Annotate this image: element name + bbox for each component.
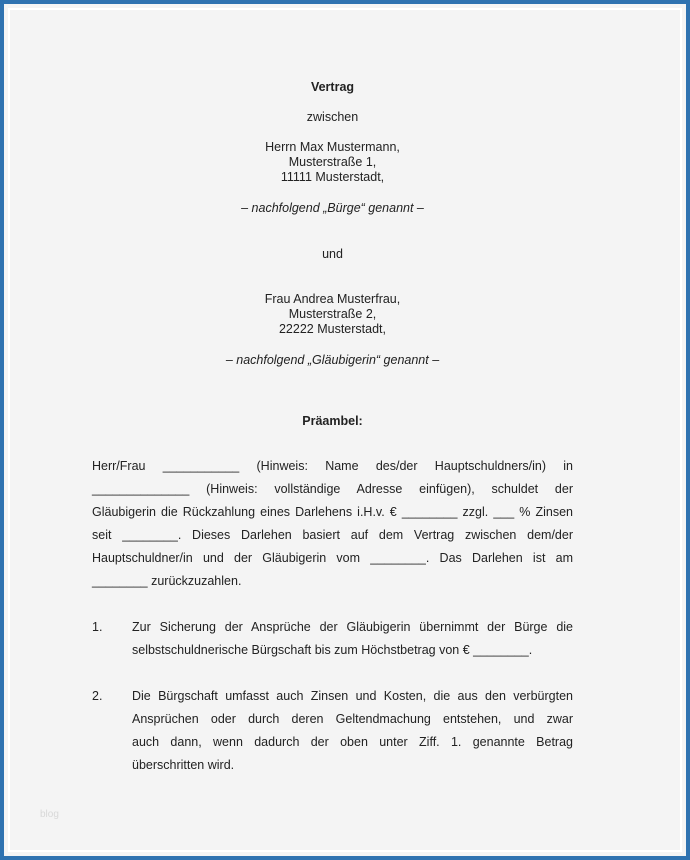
- party2-street: Musterstraße 2,: [288, 307, 377, 321]
- preamble-line: Hauptschuldner/in und der Gläubigerin vom ________. Das Darlehen ist am: [92, 551, 573, 565]
- item-line: Zur Sicherung der Ansprüche der Gläubigerin übernimmt der Bürge die: [132, 620, 573, 634]
- document-body: [92, 80, 573, 777]
- party1-street: Musterstraße 1,: [288, 155, 377, 169]
- preamble-line: ________ zurückzuzahlen.: [92, 574, 242, 588]
- item-line: überschritten wird.: [132, 758, 235, 772]
- item-line: auch dann, wenn dadurch der oben unter Ziff. 1. genannte Betrag: [132, 735, 573, 749]
- party2-city: 22222 Musterstadt,: [278, 322, 386, 336]
- watermark: blog: [40, 809, 59, 820]
- party1-city: 11111 Musterstadt,: [280, 170, 385, 184]
- preamble-title: Präambel:: [302, 414, 363, 428]
- clause-1: [92, 616, 573, 662]
- item-line: selbstschuldnerische Bürgschaft bis zum Höchstbetrag von € ________.: [132, 643, 533, 657]
- clause-2: [92, 685, 573, 777]
- party1-role: – nachfolgend „Bürge“ genannt –: [241, 201, 424, 215]
- item-line: Ansprüchen oder durch deren Geltendmachung entstehen, und zwar: [132, 712, 573, 726]
- preamble-line: ______________ (Hinweis: vollständige Adresse einfügen), schuldet der: [92, 482, 573, 496]
- party2-name: Frau Andrea Musterfrau,: [264, 292, 401, 306]
- preamble-line: Gläubigerin die Rückzahlung eines Darlehens i.H.v. € ________ zzgl. ___ % Zinsen: [92, 505, 573, 519]
- contract-title: Vertrag: [310, 80, 355, 94]
- item-line: Die Bürgschaft umfasst auch Zinsen und Kosten, die aus den verbürgten: [132, 689, 573, 703]
- item-number: 2.: [92, 689, 103, 703]
- party1-name: Herrn Max Mustermann,: [265, 140, 400, 154]
- party2-role: – nachfolgend „Gläubigerin“ genannt –: [225, 353, 440, 367]
- between-label: zwischen: [306, 110, 359, 124]
- preamble-line: seit ________. Dieses Darlehen basiert auf dem Vertrag zwischen dem/der: [92, 528, 573, 542]
- and-label: und: [322, 247, 343, 261]
- preamble-paragraph: [92, 455, 573, 593]
- preamble-line: Herr/Frau ___________ (Hinweis: Name des/der Hauptschuldners/in) in: [92, 459, 573, 473]
- item-number: 1.: [92, 620, 103, 634]
